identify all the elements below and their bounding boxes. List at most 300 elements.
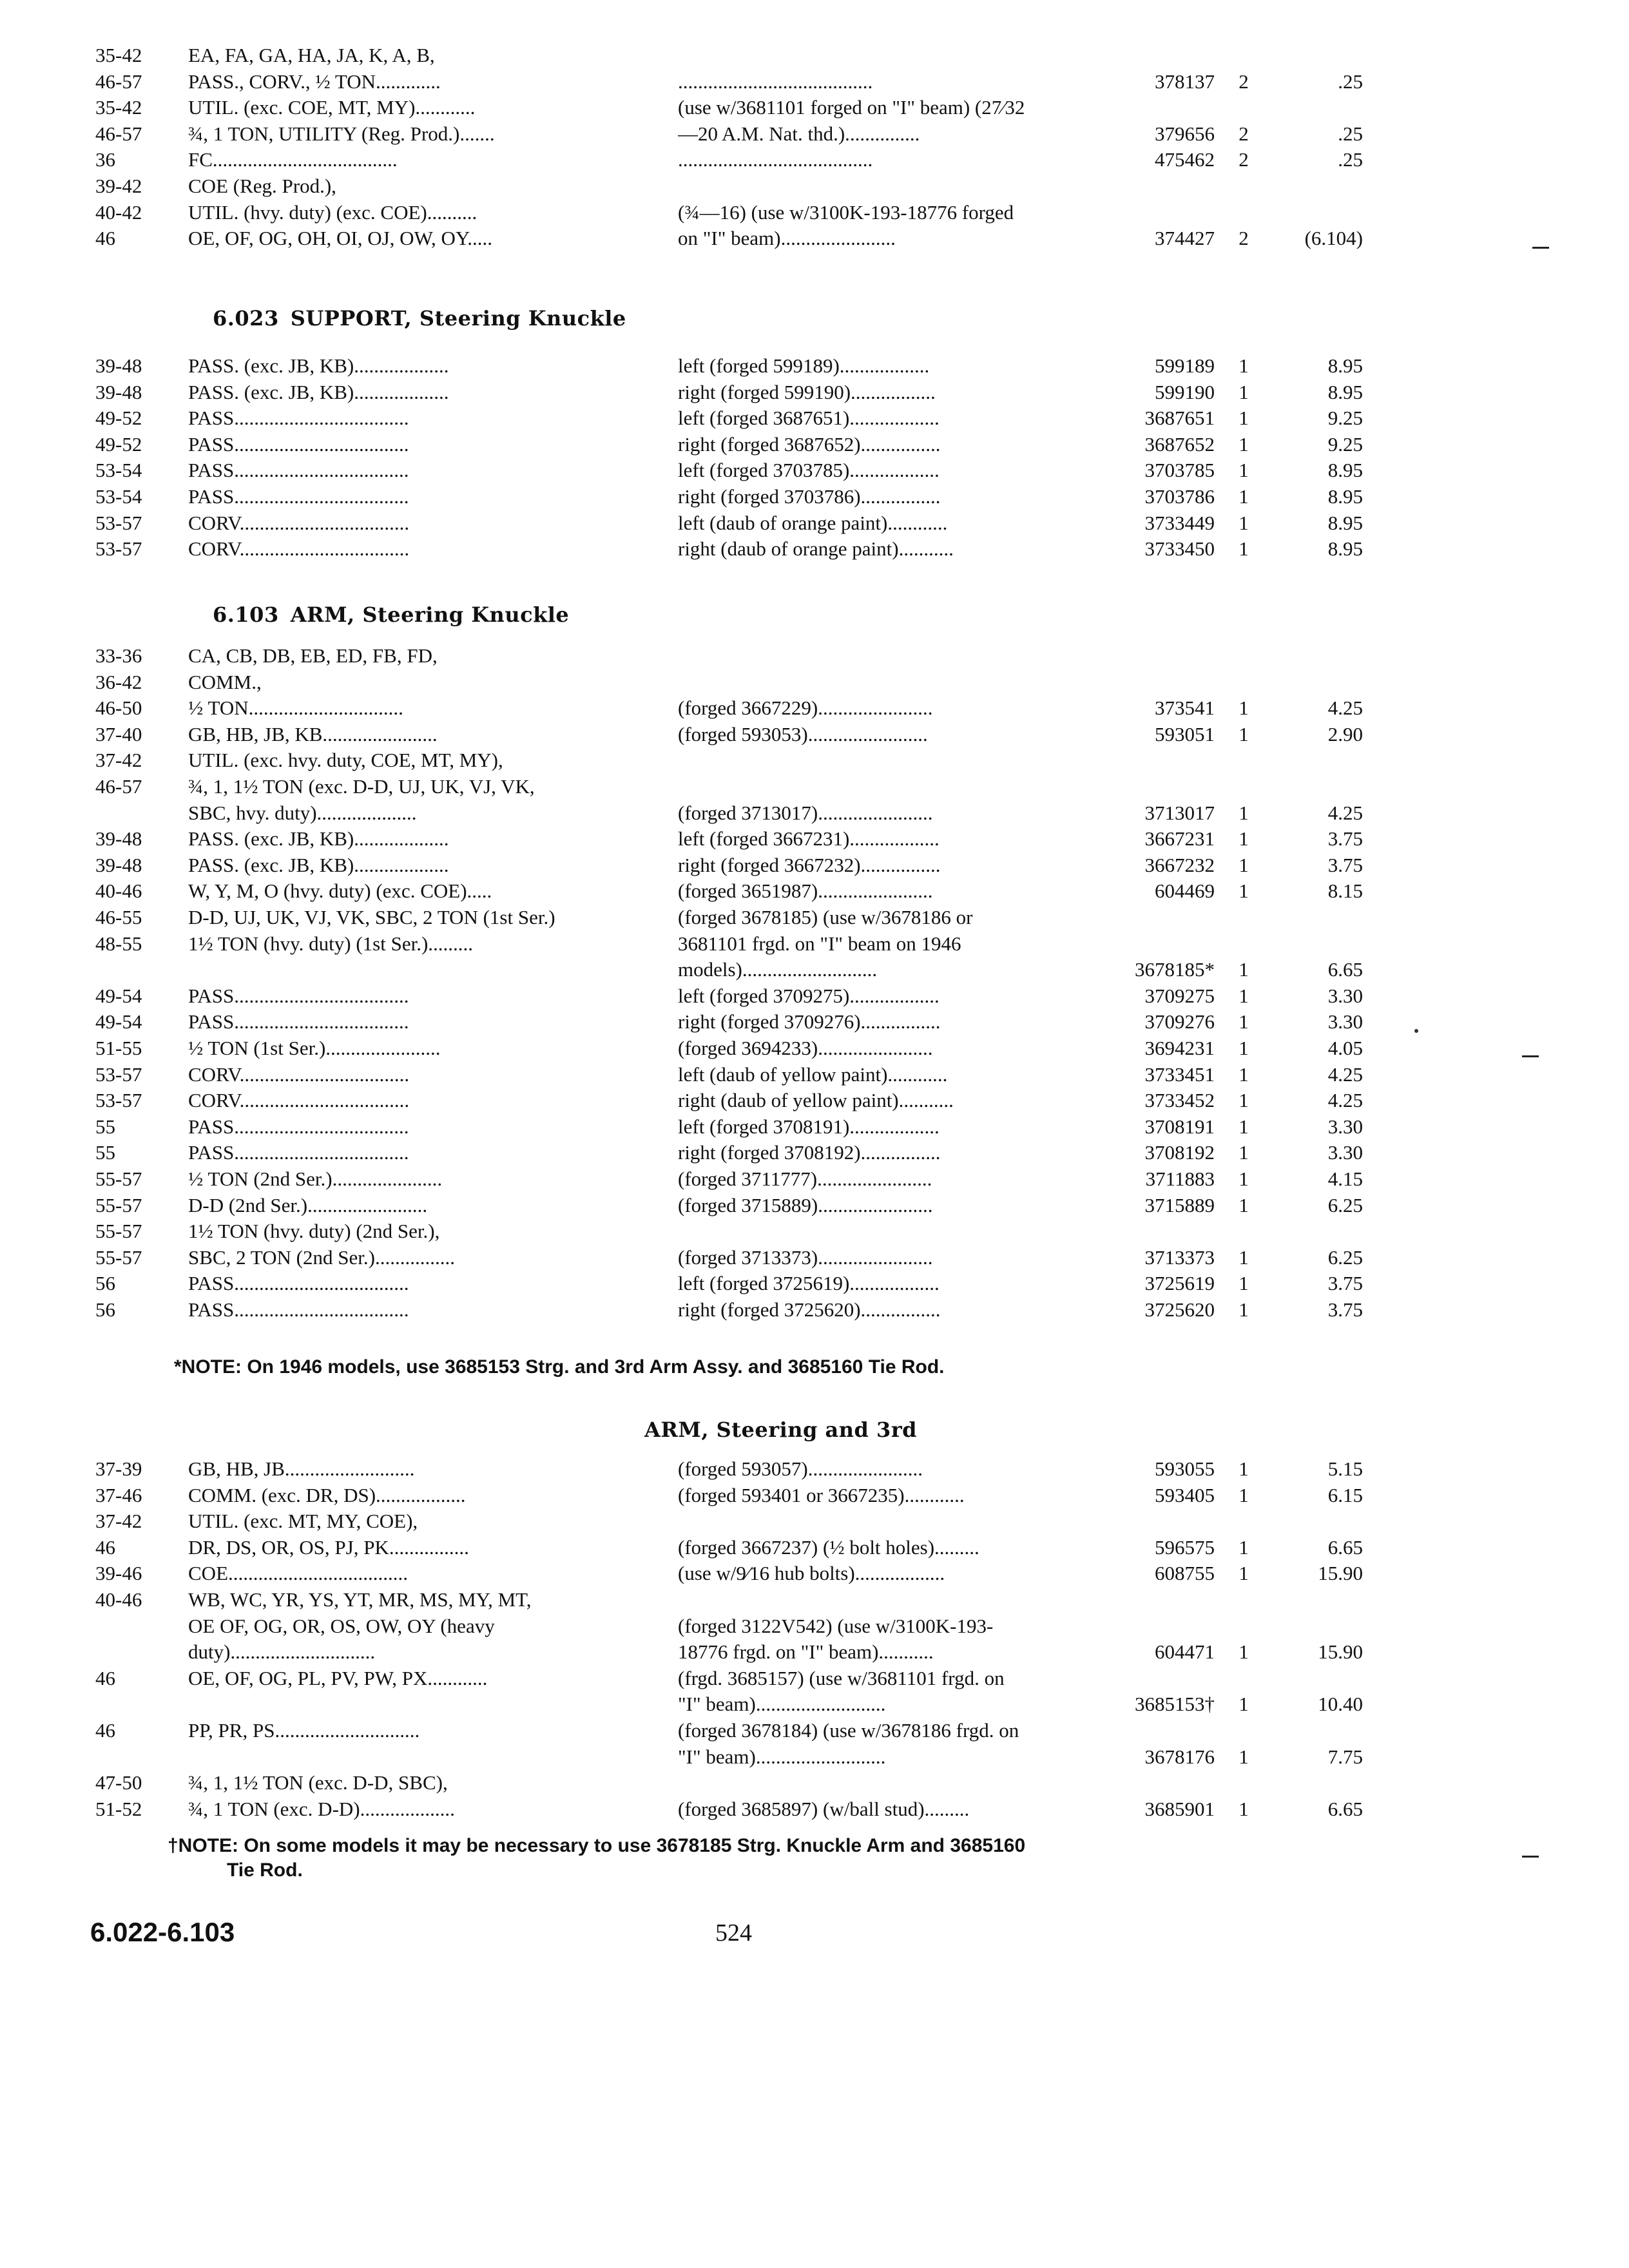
cell-price: 5.15 — [1327, 1457, 1363, 1480]
cell-qty: 1 — [1239, 1037, 1249, 1059]
cell-qty: 1 — [1239, 1483, 1249, 1506]
cell-qty: 1 — [1239, 958, 1249, 981]
table-row — [0, 1615, 1629, 1640]
cell-models: SBC, hvy. duty).................... — [188, 801, 417, 824]
table-row — [0, 644, 1629, 670]
cell-models: SBC, 2 TON (2nd Ser.)................ — [188, 1245, 455, 1269]
cell-part: 374427 — [1155, 227, 1215, 250]
table-row — [0, 537, 1629, 563]
cell-models: PASS................................... — [188, 1115, 409, 1138]
table-row — [0, 1141, 1629, 1167]
cell-years: 53-54 — [95, 459, 142, 482]
cell-years: 56 — [95, 1272, 115, 1295]
cell-part: 3687651 — [1144, 407, 1215, 430]
cell-part: 373541 — [1155, 697, 1215, 720]
cell-models: COE.................................... — [188, 1562, 408, 1585]
cell-qty: 1 — [1239, 722, 1249, 745]
cell-models: PASS. (exc. JB, KB)................... — [188, 853, 449, 876]
section-title: ARM, Steering and 3rd — [644, 1418, 918, 1442]
cell-models: ¾, 1, 1½ TON (exc. D-D, UJ, UK, VJ, VK, — [188, 775, 535, 798]
cell-qty: 1 — [1239, 1640, 1249, 1664]
section-number: 6.023 — [213, 306, 279, 331]
cell-models: ½ TON (1st Ser.)....................... — [188, 1037, 441, 1059]
cell-qty: 2 — [1239, 122, 1249, 145]
cell-models: WB, WC, YR, YS, YT, MR, MS, MY, MT, — [188, 1588, 532, 1611]
table-row — [0, 485, 1629, 511]
cell-price: 8.95 — [1327, 459, 1363, 482]
cell-description: (forged 593053)........................ — [678, 722, 928, 745]
cell-models: duty)............................. — [188, 1640, 376, 1664]
cell-models: PASS................................... — [188, 459, 409, 482]
cell-price: 8.95 — [1327, 485, 1363, 508]
cell-description: left (forged 3703785).................. — [678, 459, 940, 482]
cell-part: 3708192 — [1144, 1141, 1215, 1164]
table-row — [0, 985, 1629, 1010]
cell-years: 55-57 — [95, 1168, 142, 1190]
cell-part: 604469 — [1155, 879, 1215, 903]
cell-models: PASS................................... — [188, 1298, 409, 1321]
cell-models: ½ TON (2nd Ser.)...................... — [188, 1168, 443, 1190]
cell-years: 53-57 — [95, 537, 142, 561]
cell-description: (forged 3122V542) (use w/3100K-193- — [678, 1614, 994, 1637]
table-row — [0, 96, 1629, 122]
cell-models: ¾, 1 TON (exc. D-D)................... — [188, 1797, 455, 1820]
cell-years: 46 — [95, 227, 115, 250]
cell-description: left (forged 599189).................. — [678, 354, 930, 377]
cell-price: 8.95 — [1327, 354, 1363, 377]
table-row — [0, 1298, 1629, 1324]
cell-description: (forged 593401 or 3667235)............ — [678, 1483, 965, 1506]
cell-price: 2.90 — [1327, 722, 1363, 745]
table-row — [0, 1719, 1629, 1745]
table-row — [0, 958, 1629, 984]
table-row — [0, 1667, 1629, 1693]
cell-qty: 2 — [1239, 227, 1249, 250]
cell-price: 3.30 — [1327, 984, 1363, 1007]
cell-description: left (forged 3709275).................. — [678, 984, 940, 1007]
cell-models: FC..................................... — [188, 148, 398, 171]
cell-qty: 1 — [1239, 697, 1249, 720]
table-row — [0, 1037, 1629, 1062]
table-row — [0, 512, 1629, 537]
cell-part: 593051 — [1155, 722, 1215, 745]
cell-price: 3.30 — [1327, 1115, 1363, 1138]
cell-models: PASS................................... — [188, 485, 409, 508]
table-row — [0, 44, 1629, 70]
cell-years: 46-57 — [95, 70, 142, 93]
cell-description: 3681101 frgd. on "I" beam on 1946 — [678, 932, 961, 955]
cell-qty: 2 — [1239, 148, 1249, 171]
table-row — [0, 1272, 1629, 1298]
cell-years: 39-48 — [95, 853, 142, 876]
cell-qty: 1 — [1239, 537, 1249, 561]
cell-models: 1½ TON (hvy. duty) (2nd Ser.), — [188, 1220, 440, 1243]
cell-description: ....................................... — [678, 148, 873, 171]
cell-models: OE, OF, OG, PL, PV, PW, PX............ — [188, 1666, 488, 1689]
cell-years: 47-50 — [95, 1771, 142, 1794]
cell-part: 3711883 — [1145, 1168, 1215, 1190]
cell-part: 3709276 — [1144, 1010, 1215, 1033]
cell-years: 37-46 — [95, 1483, 142, 1506]
section-title: ARM, Steering Knuckle — [290, 602, 570, 627]
cell-qty: 1 — [1239, 1562, 1249, 1585]
cell-years: 37-42 — [95, 749, 142, 772]
cell-part: 3687652 — [1144, 432, 1215, 456]
cell-description: right (forged 3703786)................ — [678, 485, 941, 508]
margin-mark — [1522, 1856, 1539, 1858]
cell-description: right (forged 3709276)................ — [678, 1010, 941, 1033]
cell-description: (use w/9⁄16 hub bolts).................. — [678, 1562, 945, 1585]
cell-part: 3733449 — [1144, 511, 1215, 534]
cell-years: 40-46 — [95, 879, 142, 903]
cell-description: (frgd. 3685157) (use w/3681101 frgd. on — [678, 1666, 1005, 1689]
cell-description: (forged 3694233)....................... — [678, 1037, 933, 1059]
table-row — [0, 932, 1629, 958]
table-row — [0, 1510, 1629, 1535]
table-row — [0, 1640, 1629, 1666]
cell-description: (forged 3685897) (w/ball stud)......... — [678, 1797, 970, 1820]
cell-price: 6.25 — [1327, 1245, 1363, 1269]
table-row — [0, 175, 1629, 200]
table-row — [0, 1089, 1629, 1115]
cell-price: 4.15 — [1327, 1168, 1363, 1190]
cell-years: 39-48 — [95, 827, 142, 850]
cell-years: 53-57 — [95, 1089, 142, 1112]
cell-price: 8.95 — [1327, 537, 1363, 561]
cell-part: 475462 — [1155, 148, 1215, 171]
cell-description: on "I" beam)....................... — [678, 227, 896, 250]
cell-years: 39-46 — [95, 1562, 142, 1585]
cell-price: 4.25 — [1327, 801, 1363, 824]
cell-part: 3685901 — [1144, 1797, 1215, 1820]
cell-price: 3.75 — [1327, 853, 1363, 876]
cell-models: EA, FA, GA, HA, JA, K, A, B, — [188, 44, 435, 66]
cell-price: 3.75 — [1327, 1298, 1363, 1321]
cell-models: PASS................................... — [188, 1141, 409, 1164]
cell-qty: 1 — [1239, 1010, 1249, 1033]
table-row — [0, 1693, 1629, 1718]
table-row — [0, 1798, 1629, 1823]
cell-models: CA, CB, DB, EB, ED, FB, FD, — [188, 644, 438, 667]
table-row — [0, 1484, 1629, 1510]
margin-mark — [1532, 247, 1549, 249]
cell-models: GB, HB, JB.......................... — [188, 1457, 415, 1480]
cell-price: 9.25 — [1327, 432, 1363, 456]
table-row — [0, 1194, 1629, 1220]
table-row — [0, 1457, 1629, 1483]
cell-price: 8.95 — [1327, 511, 1363, 534]
table-row — [0, 1536, 1629, 1562]
cell-models: 1½ TON (hvy. duty) (1st Ser.)......... — [188, 932, 474, 955]
cell-qty: 1 — [1239, 1535, 1249, 1559]
cell-qty: 1 — [1239, 1115, 1249, 1138]
cell-part: 3715889 — [1144, 1193, 1215, 1216]
cell-qty: 1 — [1239, 1693, 1249, 1716]
cell-part: 3733450 — [1144, 537, 1215, 561]
cell-price: 15.90 — [1318, 1562, 1363, 1585]
cell-models: DR, DS, OR, OS, PJ, PK................ — [188, 1535, 469, 1559]
cell-years: 53-57 — [95, 1062, 142, 1086]
cell-part: 3708191 — [1144, 1115, 1215, 1138]
cell-price: 3.75 — [1327, 827, 1363, 850]
table-row — [0, 854, 1629, 879]
cell-part: 3713373 — [1144, 1245, 1215, 1269]
cell-years: 55-57 — [95, 1193, 142, 1216]
cell-years: 35-42 — [95, 44, 142, 66]
cell-description: 18776 frgd. on "I" beam)........... — [678, 1640, 934, 1664]
cell-years: 36-42 — [95, 670, 142, 693]
cell-part: 608755 — [1155, 1562, 1215, 1585]
cell-qty: 1 — [1239, 1089, 1249, 1112]
table-row — [0, 775, 1629, 801]
cell-price: 8.95 — [1327, 380, 1363, 403]
cell-part: 3709275 — [1144, 984, 1215, 1007]
cell-description: (forged 3667229)....................... — [678, 697, 933, 720]
cell-price: .25 — [1338, 148, 1363, 171]
table-row — [0, 1220, 1629, 1245]
table-row — [0, 1063, 1629, 1089]
cell-models: UTIL. (exc. MT, MY, COE), — [188, 1510, 418, 1533]
cell-models: PASS................................... — [188, 407, 409, 430]
cell-part: 3667231 — [1144, 827, 1215, 850]
cell-price: 4.05 — [1327, 1037, 1363, 1059]
table-row — [0, 1562, 1629, 1588]
cell-description: "I" beam).......................... — [678, 1745, 886, 1768]
cell-years: 39-48 — [95, 380, 142, 403]
cell-qty: 1 — [1239, 879, 1249, 903]
table-row — [0, 1588, 1629, 1614]
cell-models: OE, OF, OG, OH, OI, OJ, OW, OY..... — [188, 227, 493, 250]
scan-dot — [1414, 1029, 1418, 1033]
cell-description: (forged 3711777)....................... — [678, 1168, 932, 1190]
cell-description: (forged 3678185) (use w/3678186 or — [678, 906, 973, 928]
table-row — [0, 1771, 1629, 1797]
table-row — [0, 802, 1629, 827]
cell-part: 599190 — [1155, 380, 1215, 403]
cell-description: ....................................... — [678, 70, 873, 93]
cell-models: PASS................................... — [188, 432, 409, 456]
cell-years: 46 — [95, 1719, 115, 1742]
cell-part: 3678185* — [1135, 958, 1215, 981]
section-range: 6.022-6.103 — [90, 1917, 235, 1947]
cell-description: (forged 3678184) (use w/3678186 frgd. on — [678, 1719, 1019, 1742]
margin-mark — [1522, 1055, 1539, 1057]
cell-part: 3678176 — [1144, 1745, 1215, 1768]
cell-models: D-D, UJ, UK, VJ, VK, SBC, 2 TON (1st Ser.) — [188, 906, 555, 928]
cell-years: 46 — [95, 1535, 115, 1559]
cell-part: 379656 — [1155, 122, 1215, 145]
cell-models: PASS................................... — [188, 1010, 409, 1033]
cell-years: 49-54 — [95, 984, 142, 1007]
cell-price: (6.104) — [1304, 227, 1363, 250]
cell-description: (forged 593057)....................... — [678, 1457, 923, 1480]
table-row — [0, 1168, 1629, 1193]
cell-years: 53-57 — [95, 511, 142, 534]
cell-qty: 1 — [1239, 485, 1249, 508]
cell-qty: 1 — [1239, 511, 1249, 534]
cell-description: right (forged 3725620)................ — [678, 1298, 941, 1321]
table-row — [0, 354, 1629, 380]
cell-years: 35-42 — [95, 96, 142, 119]
cell-price: 3.30 — [1327, 1141, 1363, 1164]
cell-part: 3733451 — [1144, 1062, 1215, 1086]
cell-years: 56 — [95, 1298, 115, 1321]
cell-part: 378137 — [1155, 70, 1215, 93]
cell-models: PASS. (exc. JB, KB)................... — [188, 354, 449, 377]
cell-years: 49-54 — [95, 1010, 142, 1033]
cell-price: 6.65 — [1327, 1797, 1363, 1820]
cell-models: PASS................................... — [188, 1272, 409, 1295]
cell-years: 51-55 — [95, 1037, 142, 1059]
table-row — [0, 1010, 1629, 1036]
cell-qty: 1 — [1239, 1298, 1249, 1321]
cell-models: ¾, 1 TON, UTILITY (Reg. Prod.)....... — [188, 122, 495, 145]
cell-price: 3.75 — [1327, 1272, 1363, 1295]
table-row — [0, 1246, 1629, 1272]
cell-years: 36 — [95, 148, 115, 171]
cell-qty: 1 — [1239, 1245, 1249, 1269]
table-row — [0, 697, 1629, 722]
cell-part: 593055 — [1155, 1457, 1215, 1480]
cell-models: PASS. (exc. JB, KB)................... — [188, 380, 449, 403]
cell-years: 55-57 — [95, 1220, 142, 1243]
cell-years: 46-57 — [95, 775, 142, 798]
cell-description: right (forged 3708192)................ — [678, 1141, 941, 1164]
cell-years: 46-55 — [95, 906, 142, 928]
cell-price: 6.15 — [1327, 1483, 1363, 1506]
table-row — [0, 148, 1629, 174]
cell-models: UTIL. (exc. COE, MT, MY)............ — [188, 96, 476, 119]
cell-part: 3725620 — [1144, 1298, 1215, 1321]
cell-years: 33-36 — [95, 644, 142, 667]
table-row — [0, 906, 1629, 932]
table-row — [0, 70, 1629, 96]
cell-price: 10.40 — [1318, 1693, 1363, 1716]
cell-models: CORV.................................. — [188, 537, 410, 561]
cell-years: 46-50 — [95, 697, 142, 720]
cell-part: 593405 — [1155, 1483, 1215, 1506]
cell-qty: 1 — [1239, 1193, 1249, 1216]
cell-models: UTIL. (hvy. duty) (exc. COE).......... — [188, 200, 477, 224]
cell-price: 4.25 — [1327, 697, 1363, 720]
cell-part: 3685153† — [1135, 1693, 1215, 1716]
table-row — [0, 723, 1629, 749]
cell-years: 55 — [95, 1115, 115, 1138]
cell-models: COMM. (exc. DR, DS).................. — [188, 1483, 466, 1506]
cell-qty: 1 — [1239, 1272, 1249, 1295]
cell-models: GB, HB, JB, KB....................... — [188, 722, 438, 745]
table-row — [0, 879, 1629, 905]
cell-price: 15.90 — [1318, 1640, 1363, 1664]
cell-description: left (forged 3687651).................. — [678, 407, 940, 430]
cell-price: 6.25 — [1327, 1193, 1363, 1216]
table-row — [0, 671, 1629, 697]
cell-description: right (forged 3667232)................ — [678, 853, 941, 876]
table-row — [0, 407, 1629, 432]
cell-price: 6.65 — [1327, 1535, 1363, 1559]
section-title: SUPPORT, Steering Knuckle — [290, 306, 626, 331]
cell-years: 55 — [95, 1141, 115, 1164]
section-number: 6.103 — [213, 602, 279, 627]
cell-price: 6.65 — [1327, 958, 1363, 981]
cell-qty: 1 — [1239, 354, 1249, 377]
cell-qty: 1 — [1239, 853, 1249, 876]
cell-years: 37-39 — [95, 1457, 142, 1480]
cell-models: CORV.................................. — [188, 1089, 410, 1112]
cell-qty: 1 — [1239, 1168, 1249, 1190]
cell-description: right (daub of orange paint)........... — [678, 537, 954, 561]
cell-qty: 1 — [1239, 1062, 1249, 1086]
cell-description: (forged 3667237) (½ bolt holes)......... — [678, 1535, 979, 1559]
table-row — [0, 459, 1629, 485]
cell-price: 9.25 — [1327, 407, 1363, 430]
cell-qty: 1 — [1239, 801, 1249, 824]
cell-part: 604471 — [1155, 1640, 1215, 1664]
cell-models: COMM., — [188, 670, 262, 693]
cell-years: 40-46 — [95, 1588, 142, 1611]
cell-part: 3694231 — [1144, 1037, 1215, 1059]
table-row — [0, 381, 1629, 407]
footnote-dagger: †NOTE: On some models it may be necessary to use 3678185 Strg. Knuckle Arm and 3685160 — [168, 1835, 1026, 1856]
cell-models: CORV.................................. — [188, 511, 410, 534]
cell-description: (forged 3651987)....................... — [678, 879, 933, 903]
cell-models: W, Y, M, O (hvy. duty) (exc. COE)..... — [188, 879, 492, 903]
table-row — [0, 122, 1629, 148]
table-row — [0, 201, 1629, 227]
cell-qty: 1 — [1239, 432, 1249, 456]
cell-qty: 1 — [1239, 380, 1249, 403]
cell-description: (¾—16) (use w/3100K-193-18776 forged — [678, 200, 1014, 224]
cell-models: PP, PR, PS............................. — [188, 1719, 420, 1742]
cell-qty: 1 — [1239, 1745, 1249, 1768]
cell-description: left (forged 3725619).................. — [678, 1272, 940, 1295]
table-row — [0, 227, 1629, 253]
cell-models: PASS................................... — [188, 984, 409, 1007]
cell-part: 3703786 — [1144, 485, 1215, 508]
cell-years: 51-52 — [95, 1797, 142, 1820]
page-number: 524 — [715, 1919, 752, 1946]
cell-description: left (daub of orange paint)............ — [678, 511, 948, 534]
cell-price: .25 — [1338, 122, 1363, 145]
cell-description: —20 A.M. Nat. thd.)............... — [678, 122, 920, 145]
cell-models: PASS. (exc. JB, KB)................... — [188, 827, 449, 850]
cell-part: 599189 — [1155, 354, 1215, 377]
cell-price: 8.15 — [1327, 879, 1363, 903]
cell-description: left (daub of yellow paint)............ — [678, 1062, 948, 1086]
cell-description: (forged 3713373)....................... — [678, 1245, 933, 1269]
cell-description: left (forged 3667231).................. — [678, 827, 940, 850]
cell-years: 37-42 — [95, 1510, 142, 1533]
cell-part: 3733452 — [1144, 1089, 1215, 1112]
cell-years: 40-42 — [95, 200, 142, 224]
cell-models: UTIL. (exc. hvy. duty, COE, MT, MY), — [188, 749, 503, 772]
cell-part: 3713017 — [1144, 801, 1215, 824]
cell-years: 48-55 — [95, 932, 142, 955]
table-row — [0, 1115, 1629, 1141]
cell-price: 7.75 — [1327, 1745, 1363, 1768]
cell-models: COE (Reg. Prod.), — [188, 175, 336, 197]
cell-qty: 1 — [1239, 1797, 1249, 1820]
cell-qty: 2 — [1239, 70, 1249, 93]
cell-price: 3.30 — [1327, 1010, 1363, 1033]
cell-models: OE OF, OG, OR, OS, OW, OY (heavy — [188, 1614, 495, 1637]
cell-years: 49-52 — [95, 432, 142, 456]
cell-part: 3667232 — [1144, 853, 1215, 876]
cell-models: PASS., CORV., ½ TON............. — [188, 70, 441, 93]
cell-models: CORV.................................. — [188, 1062, 410, 1086]
cell-qty: 1 — [1239, 984, 1249, 1007]
cell-description: right (forged 3687652)................ — [678, 432, 941, 456]
